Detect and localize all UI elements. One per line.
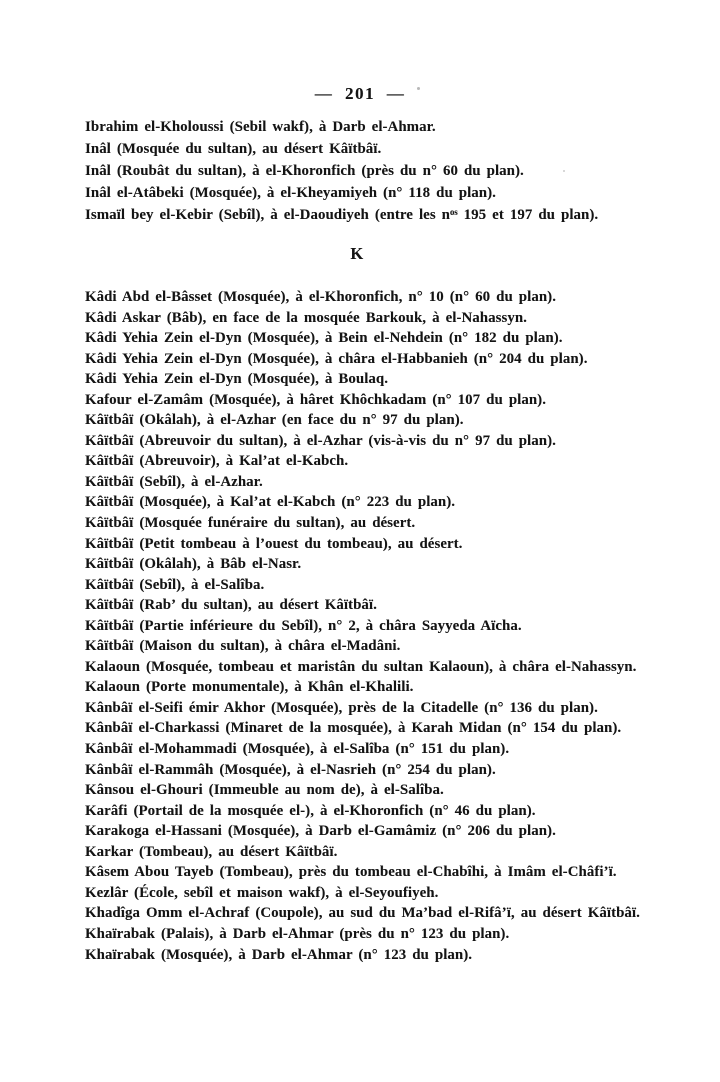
index-entry: Karâfi (Portail de la mosquée el-), à el-Khoronfich (n° 46 du plan). (85, 802, 536, 819)
index-entry: Kâdi Yehia Zein el-Dyn (Mosquée), à Bein el-Nehdein (n° 182 du plan). (85, 330, 563, 347)
index-k-section (85, 287, 710, 965)
index-entry: Kâïtbâï (Sebîl), à el-Azhar. (85, 473, 263, 490)
index-entry: Kânbâï el-Rammâh (Mosquée), à el-Nasrieh (n° 254 du plan). (85, 761, 496, 778)
index-entry: Inâl (Roubât du sultan), à el-Khoronfich (près du n° 60 du plan). (85, 162, 524, 179)
index-entry: Kâdi Yehia Zein el-Dyn (Mosquée), à Boulaq. (85, 371, 389, 388)
index-entry: Kâïtbâï (Partie inférieure du Sebîl), n° 2, à châra Sayyeda Aïcha. (85, 617, 522, 634)
index-entry: Ibrahim el-Kholoussi (Sebil wakf), à Darb el-Ahmar. (85, 119, 436, 135)
index-entry: Kâdi Askar (Bâb), en face de la mosquée Barkouk, à el-Nahassyn. (85, 309, 527, 326)
index-entry: Kânsou el-Ghouri (Immeuble au nom de), à el-Salîba. (85, 782, 444, 799)
index-entry: Kalaoun (Porte monumentale), à Khân el-Khalili. (85, 679, 414, 696)
scan-speck (417, 87, 420, 90)
index-entry: Khaïrabak (Mosquée), à Darb el-Ahmar (n° 123 du plan). (85, 946, 473, 963)
index-entry: Kâïtbâï (Okâlah), à Bâb el-Nasr. (85, 556, 302, 573)
index-entry: Inâl (Mosquée du sultan), au désert Kâïtbâï. (85, 140, 382, 157)
index-entry: Kâïtbâï (Okâlah), à el-Azhar (en face du n° 97 du plan). (85, 412, 464, 429)
index-entry: Kânbâï el-Charkassi (Minaret de la mosquée), à Karah Midan (n° 154 du plan). (85, 720, 622, 737)
index-entry: Khaïrabak (Palais), à Darb el-Ahmar (près du n° 123 du plan). (85, 925, 510, 942)
index-entry: Inâl el-Atâbeki (Mosquée), à el-Kheyamiyeh (n° 118 du plan). (85, 184, 496, 201)
index-entry: Karakoga el-Hassani (Mosquée), à Darb el-Gamâmiz (n° 206 du plan). (85, 823, 556, 840)
index-entry: Karkar (Tombeau), au désert Kâïtbâï. (85, 843, 338, 860)
index-entry: Kânbâï el-Mohammadi (Mosquée), à el-Salîba (n° 151 du plan). (85, 741, 510, 758)
page-number: — 201 — (314, 84, 406, 103)
index-entry: Kâsem Abou Tayeb (Tombeau), près du tombeau el-Chabîhi, à Imâm el-Châfi’ï. (85, 864, 617, 881)
index-entry: Kâïtbâï (Mosquée), à Kal’at el-Kabch (n° 223 du plan). (85, 494, 456, 511)
index-entry: Kâïtbâï (Maison du sultan), à châra el-Madâni. (85, 638, 401, 655)
index-entry: Kezlâr (École, sebîl et maison wakf), à el-Seyoufiyeh. (85, 884, 439, 901)
index-entry: Kalaoun (Mosquée, tombeau et maristân du sultan Kalaoun), à châra el-Nahassyn. (85, 658, 637, 675)
index-entry: Kâïtbâï (Rab’ du sultan), au désert Kâïtbâï. (85, 597, 377, 614)
index-entry: Kâïtbâï (Petit tombeau à l’ouest du tombeau), au désert. (85, 535, 463, 552)
index-entry: Kâdi Yehia Zein el-Dyn (Mosquée), à châra el-Habbanieh (n° 204 du plan). (85, 350, 588, 367)
index-entry: Kâdi Abd el-Bâsset (Mosquée), à el-Khoronfich, n° 10 (n° 60 du plan). (85, 289, 556, 305)
index-entry: Kafour el-Zamâm (Mosquée), à hâret Khôchkadam (n° 107 du plan). (85, 391, 547, 408)
index-entry: Khadîga Omm el-Achraf (Coupole), au sud du Ma’bad el-Rifâ’ï, au désert Kâïtbâï. (85, 905, 640, 922)
index-continued-section (85, 117, 700, 226)
index-entry: Ismaïl bey el-Kebir (Sebîl), à el-Daoudiyeh (entre les nᵒˢ 195 et 197 du plan). (85, 206, 599, 223)
index-entry: Kâïtbâï (Abreuvoir du sultan), à el-Azhar (vis-à-vis du n° 97 du plan). (85, 432, 556, 449)
index-entry: Kânbâï el-Seifi émir Akhor (Mosquée), près de la Citadelle (n° 136 du plan). (85, 699, 598, 716)
section-heading-k: K (350, 244, 364, 263)
index-entry: Kâïtbâï (Sebîl), à el-Salîba. (85, 576, 265, 593)
index-entry: Kâïtbâï (Mosquée funéraire du sultan), au désert. (85, 515, 416, 532)
index-entry: Kâïtbâï (Abreuvoir), à Kal’at el-Kabch. (85, 453, 349, 470)
